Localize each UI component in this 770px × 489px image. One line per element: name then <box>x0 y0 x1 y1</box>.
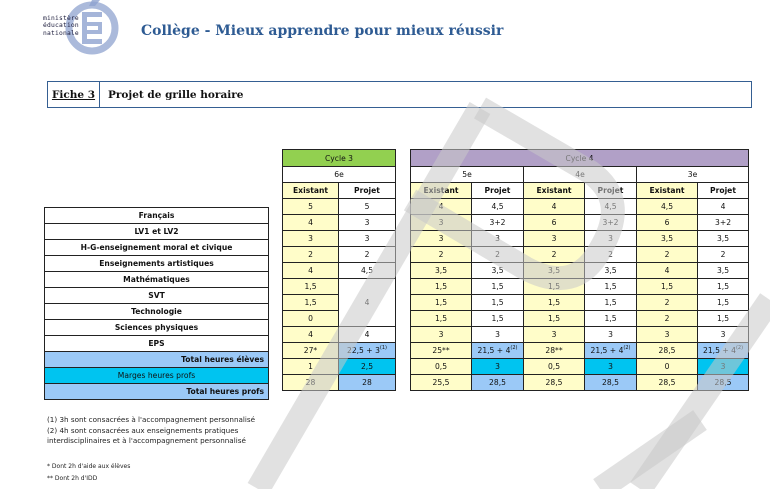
cell-6e-marges-existant: 1 <box>283 359 339 375</box>
cell-6e-existant: 4 <box>283 215 339 231</box>
grid-row <box>283 279 396 295</box>
subject-row <box>45 320 269 336</box>
footnote-2-cont: interdisciplinaires et à l'accompagnement personnalisé <box>47 436 246 445</box>
grid-row <box>283 215 396 231</box>
total-value: 21,5 + 4 <box>590 346 624 355</box>
footnote-ref: (1) <box>379 345 388 351</box>
total-row-eleves <box>45 352 269 368</box>
cell-4e-marges-projet: 3 <box>585 359 637 375</box>
cell-6e-existant: 1,5 <box>283 279 339 295</box>
cell-3e-projet: 2 <box>698 247 749 263</box>
col-projet-3e: Projet <box>698 183 749 199</box>
cell-5e-projet: 2 <box>472 247 524 263</box>
total-row <box>411 343 749 359</box>
cell-6e-projet: 2 <box>339 247 396 263</box>
column-header-row <box>283 183 396 199</box>
fiche-header-box <box>47 81 752 108</box>
level-6e-header: 6e <box>283 167 396 183</box>
cell-5e-existant: 4 <box>411 199 472 215</box>
cell-3e-existant: 2 <box>637 295 698 311</box>
total-row-marges <box>45 368 269 384</box>
subject-row <box>45 272 269 288</box>
subject-label: Enseignements artistiques <box>45 256 269 272</box>
cell-5e-total_profs-existant: 25,5 <box>411 375 472 391</box>
cell-5e-total_eleves-projet <box>472 343 524 359</box>
cell-4e-projet: 2 <box>585 247 637 263</box>
cell-3e-existant: 4,5 <box>637 199 698 215</box>
cell-5e-projet: 3 <box>472 327 524 343</box>
cell-6e-existant: 3 <box>283 231 339 247</box>
subject-row <box>45 288 269 304</box>
grid-row <box>411 295 749 311</box>
cycle3-header: Cycle 3 <box>283 150 396 167</box>
subject-label: LV1 et LV2 <box>45 224 269 240</box>
total-row <box>411 359 749 375</box>
cycle3-table <box>282 149 396 391</box>
footnotes <box>47 415 255 447</box>
col-projet-6e: Projet <box>339 183 396 199</box>
fiche-label: Fiche 3 <box>48 82 100 107</box>
grid-row <box>411 311 749 327</box>
footnote-ref: (2) <box>510 345 518 351</box>
subject-label: Sciences physiques <box>45 320 269 336</box>
cell-4e-projet: 4,5 <box>585 199 637 215</box>
cell-3e-total_profs-existant: 28,5 <box>637 375 698 391</box>
cell-3e-existant: 4 <box>637 263 698 279</box>
column-header-row <box>411 183 749 199</box>
cell-4e-existant: 3 <box>524 231 585 247</box>
cell-4e-existant: 4 <box>524 199 585 215</box>
cell-6e-existant: 1,5 <box>283 295 339 311</box>
subject-label: Technologie <box>45 304 269 320</box>
footnote-ref: (2) <box>735 345 744 351</box>
ministry-logo-text <box>43 15 79 37</box>
total-row-profs <box>45 384 269 400</box>
footnote-ref: (2) <box>623 345 631 351</box>
cell-6e-existant: 2 <box>283 247 339 263</box>
cell-4e-projet: 1,5 <box>585 311 637 327</box>
cell-6e-total_eleves-existant: 27* <box>283 343 339 359</box>
subject-label: H-G-enseignement moral et civique <box>45 240 269 256</box>
cell-4e-total_eleves-existant: 28** <box>524 343 585 359</box>
subject-label: EPS <box>45 336 269 352</box>
col-existant-6e: Existant <box>283 183 339 199</box>
cell-5e-marges-existant: 0,5 <box>411 359 472 375</box>
cell-5e-existant: 3 <box>411 327 472 343</box>
cell-5e-projet: 4,5 <box>472 199 524 215</box>
cell-6e-marges-projet: 2,5 <box>339 359 396 375</box>
grid-row <box>411 231 749 247</box>
cell-5e-marges-projet: 3 <box>472 359 524 375</box>
cell-6e-total_profs-projet: 28 <box>339 375 396 391</box>
cell-6e-total_profs-existant: 28 <box>283 375 339 391</box>
fiche-title: Projet de grille horaire <box>108 88 244 101</box>
cell-5e-existant: 3,5 <box>411 263 472 279</box>
cell-3e-total_eleves-projet <box>698 343 749 359</box>
total-row <box>411 375 749 391</box>
level-4e-header: 4e <box>524 167 637 183</box>
cell-3e-existant: 2 <box>637 311 698 327</box>
subject-label: Français <box>45 208 269 224</box>
cell-3e-existant: 3,5 <box>637 231 698 247</box>
total-label-profs: Total heures profs <box>45 384 269 400</box>
cell-4e-existant: 1,5 <box>524 295 585 311</box>
cell-4e-existant: 1,5 <box>524 311 585 327</box>
cell-3e-projet: 3+2 <box>698 215 749 231</box>
cell-6e-existant: 5 <box>283 199 339 215</box>
total-label-eleves: Total heures élèves <box>45 352 269 368</box>
cell-6e-existant: 4 <box>283 327 339 343</box>
cell-5e-projet: 1,5 <box>472 279 524 295</box>
grid-row <box>411 327 749 343</box>
cell-3e-projet: 3 <box>698 327 749 343</box>
grid-row <box>411 263 749 279</box>
cell-3e-projet: 3,5 <box>698 231 749 247</box>
total-label-marges: Marges heures profs <box>45 368 269 384</box>
col-existant-4e: Existant <box>524 183 585 199</box>
cell-3e-existant: 6 <box>637 215 698 231</box>
cell-4e-existant: 3,5 <box>524 263 585 279</box>
logo-line: ministère <box>43 15 79 22</box>
grid-row <box>411 199 749 215</box>
cell-5e-existant: 2 <box>411 247 472 263</box>
cell-4e-projet: 1,5 <box>585 295 637 311</box>
cell-6e-projet: 3 <box>339 231 396 247</box>
cell-4e-total_profs-projet: 28,5 <box>585 375 637 391</box>
level-5e-header: 5e <box>411 167 524 183</box>
grid-row <box>411 247 749 263</box>
cell-5e-existant: 3 <box>411 231 472 247</box>
subject-row <box>45 336 269 352</box>
cell-5e-existant: 1,5 <box>411 295 472 311</box>
cell-3e-total_profs-projet: 28,5 <box>698 375 749 391</box>
col-projet-5e: Projet <box>472 183 524 199</box>
total-value: 21,5 + 4 <box>703 346 736 355</box>
grid-row <box>283 199 396 215</box>
grid-row <box>283 231 396 247</box>
asterisk-note-2: ** Dont 2h d'IDD <box>47 475 98 482</box>
cell-3e-existant: 2 <box>637 247 698 263</box>
cell-4e-existant: 2 <box>524 247 585 263</box>
cell-5e-projet: 1,5 <box>472 311 524 327</box>
level-3e-header: 3e <box>637 167 749 183</box>
asterisk-notes <box>47 461 130 485</box>
total-row <box>283 375 396 391</box>
subject-row <box>45 208 269 224</box>
cell-6e-projet-sciences: 4 <box>339 279 396 327</box>
subject-label: Mathématiques <box>45 272 269 288</box>
cell-4e-projet: 3+2 <box>585 215 637 231</box>
grid-row <box>283 247 396 263</box>
cell-4e-existant: 3 <box>524 327 585 343</box>
cell-5e-total_eleves-existant: 25** <box>411 343 472 359</box>
subject-row <box>45 240 269 256</box>
subject-label: SVT <box>45 288 269 304</box>
page-title: Collège - Mieux apprendre pour mieux réussir <box>141 23 504 39</box>
cell-4e-total_eleves-projet <box>585 343 637 359</box>
cell-5e-existant: 1,5 <box>411 279 472 295</box>
cell-3e-existant: 3 <box>637 327 698 343</box>
total-value: 22,5 + 3 <box>346 346 380 355</box>
cell-6e-projet: 5 <box>339 199 396 215</box>
cell-4e-total_profs-existant: 28,5 <box>524 375 585 391</box>
cell-4e-projet: 1,5 <box>585 279 637 295</box>
cell-3e-marges-existant: 0 <box>637 359 698 375</box>
grid-row <box>411 279 749 295</box>
cell-5e-projet: 3+2 <box>472 215 524 231</box>
cell-5e-total_profs-projet: 28,5 <box>472 375 524 391</box>
cell-6e-projet: 3 <box>339 215 396 231</box>
logo-line: éducation <box>43 22 79 30</box>
cell-3e-projet: 1,5 <box>698 311 749 327</box>
subject-row <box>45 256 269 272</box>
total-row <box>283 343 396 359</box>
cell-4e-existant: 1,5 <box>524 279 585 295</box>
cell-5e-projet: 3 <box>472 231 524 247</box>
cell-3e-projet: 4 <box>698 199 749 215</box>
cell-3e-existant: 1,5 <box>637 279 698 295</box>
cell-6e-projet: 4 <box>339 327 396 343</box>
footnote-2: (2) 4h sont consacrées aux enseignements pratiques <box>47 425 239 435</box>
cell-3e-total_eleves-existant: 28,5 <box>637 343 698 359</box>
col-projet-4e: Projet <box>585 183 637 199</box>
footnote-1: (1) 3h sont consacrées à l'accompagnement personnalisé <box>47 415 256 424</box>
logo-line: nationale <box>43 29 79 37</box>
cycle4-table <box>410 149 749 391</box>
cell-3e-projet: 1,5 <box>698 295 749 311</box>
cell-6e-total_eleves-projet <box>339 343 396 359</box>
cell-5e-projet: 3,5 <box>472 263 524 279</box>
asterisk-note-1: * Dont 2h d'aide aux élèves <box>47 463 131 470</box>
cycle4-header: Cycle 4 <box>411 150 749 167</box>
cell-3e-projet: 3,5 <box>698 263 749 279</box>
cell-3e-marges-projet: 3 <box>698 359 749 375</box>
col-existant-5e: Existant <box>411 183 472 199</box>
cell-6e-projet: 4,5 <box>339 263 396 279</box>
cell-3e-projet: 1,5 <box>698 279 749 295</box>
grid-row <box>283 327 396 343</box>
grid-row <box>411 215 749 231</box>
subject-row <box>45 224 269 240</box>
cell-6e-existant: 4 <box>283 263 339 279</box>
cell-4e-projet: 3 <box>585 231 637 247</box>
total-value: 21,5 + 4 <box>477 346 511 355</box>
cell-4e-existant: 6 <box>524 215 585 231</box>
grid-row <box>283 263 396 279</box>
col-existant-3e: Existant <box>637 183 698 199</box>
cell-4e-marges-existant: 0,5 <box>524 359 585 375</box>
cell-4e-projet: 3,5 <box>585 263 637 279</box>
subject-row <box>45 304 269 320</box>
cell-4e-projet: 3 <box>585 327 637 343</box>
cell-5e-projet: 1,5 <box>472 295 524 311</box>
total-row <box>283 359 396 375</box>
cell-6e-existant: 0 <box>283 311 339 327</box>
cell-5e-existant: 3 <box>411 215 472 231</box>
cell-5e-existant: 1,5 <box>411 311 472 327</box>
subjects-table <box>44 207 269 400</box>
